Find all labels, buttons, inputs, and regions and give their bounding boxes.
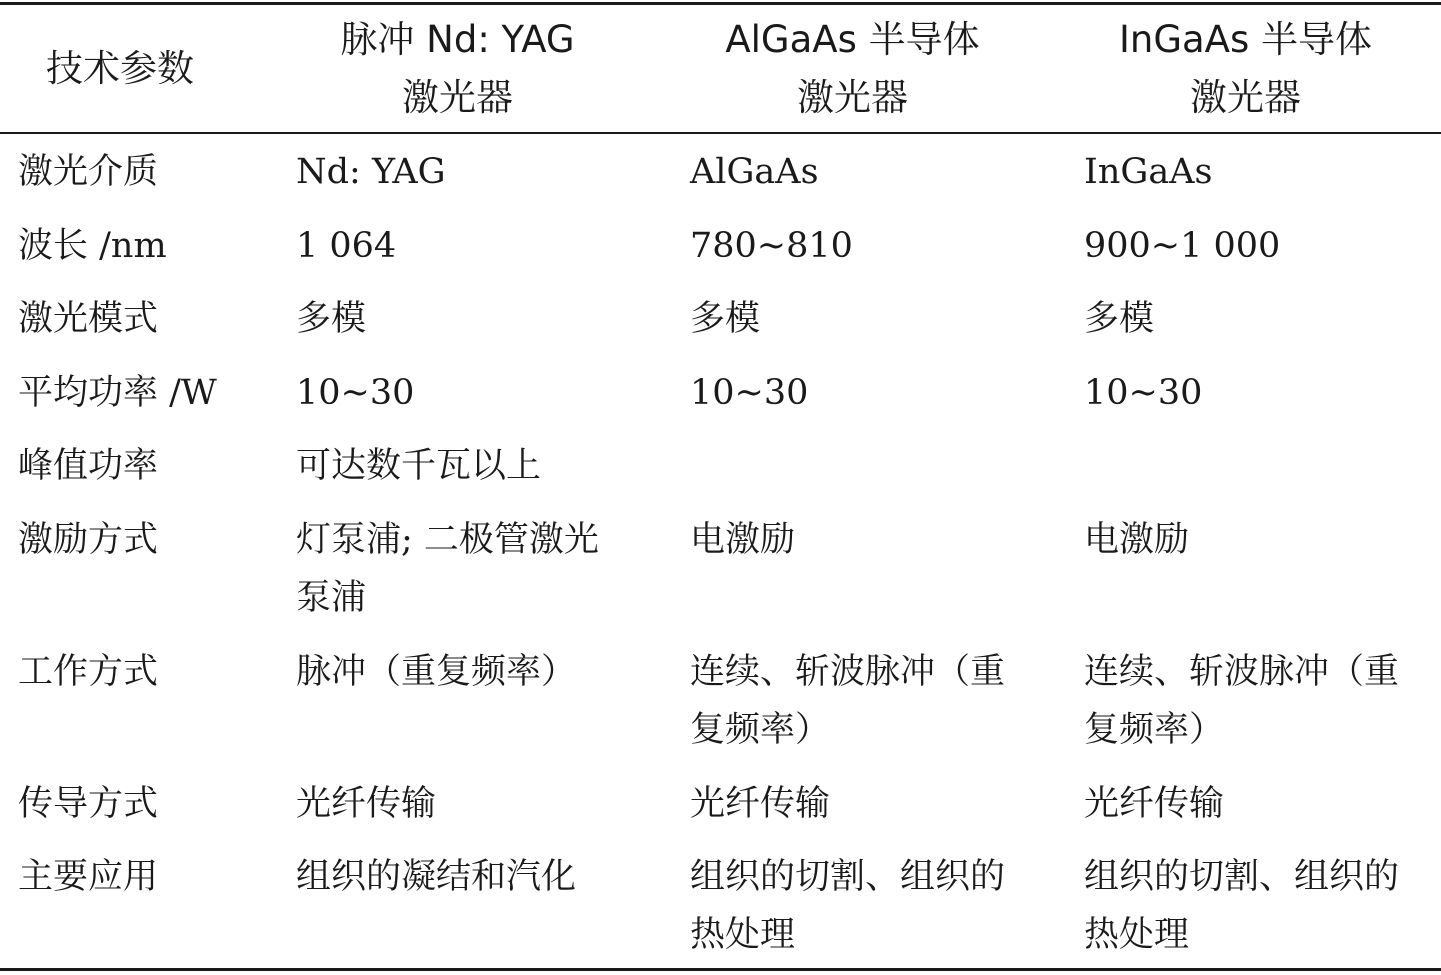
cell-algaas: 多模 <box>690 299 761 339</box>
header-ingaas-laser <box>1050 8 1441 130</box>
cell-nd-yag: 多模 <box>296 299 367 339</box>
cell-ingaas: 光纤传输 <box>1084 784 1225 824</box>
cell-algaas: 连续、斩波脉冲（重 复频率） <box>690 652 1006 750</box>
cell-nd-yag: 灯泵浦; 二极管激光 泵浦 <box>296 520 599 618</box>
cell-ingaas: 900~1 000 <box>1084 226 1281 266</box>
header-label-line1: AlGaAs 半导体 <box>725 18 980 61</box>
row-param-peak-power: 峰值功率 <box>18 446 159 486</box>
row-param-laser-mode: 激光模式 <box>18 299 159 339</box>
cell-algaas: AlGaAs <box>690 152 819 192</box>
cell-algaas: 780~810 <box>690 226 853 266</box>
cell-ingaas: 组织的切割、组织的 热处理 <box>1084 857 1400 955</box>
cell-algaas: 10~30 <box>690 373 809 413</box>
cell-algaas: 光纤传输 <box>690 784 831 824</box>
row-param-operation-mode: 工作方式 <box>18 652 159 692</box>
cell-nd-yag: 10~30 <box>296 373 415 413</box>
header-label-line2: 激光器 <box>402 76 513 119</box>
header-separator-rule <box>0 132 1441 134</box>
cell-nd-yag: 可达数千瓦以上 <box>296 446 542 486</box>
header-nd-yag-laser <box>260 8 655 130</box>
cell-ingaas: 电激励 <box>1084 520 1190 560</box>
row-param-excitation: 激励方式 <box>18 520 159 560</box>
header-label-line1: 脉冲 Nd: YAG <box>340 18 575 61</box>
header-label: 技术参数 <box>46 47 194 90</box>
row-param-wavelength: 波长 /nm <box>18 226 167 266</box>
row-param-average-power: 平均功率 /W <box>18 373 217 413</box>
table-bottom-rule <box>0 968 1441 971</box>
row-param-transmission: 传导方式 <box>18 784 159 824</box>
cell-ingaas: InGaAs <box>1084 152 1213 192</box>
header-technical-parameters <box>0 8 240 130</box>
row-param-main-application: 主要应用 <box>18 857 159 897</box>
cell-ingaas: 10~30 <box>1084 373 1203 413</box>
cell-nd-yag: Nd: YAG <box>296 152 446 192</box>
header-algaas-laser <box>655 8 1050 130</box>
cell-nd-yag: 光纤传输 <box>296 784 437 824</box>
header-label-line2: 激光器 <box>797 76 908 119</box>
cell-algaas: 组织的切割、组织的 热处理 <box>690 857 1006 955</box>
cell-nd-yag: 脉冲（重复频率） <box>296 652 577 692</box>
cell-ingaas: 连续、斩波脉冲（重 复频率） <box>1084 652 1400 750</box>
header-label-line1: InGaAs 半导体 <box>1118 18 1373 61</box>
cell-ingaas: 多模 <box>1084 299 1155 339</box>
row-param-laser-medium: 激光介质 <box>18 152 159 192</box>
table-top-rule <box>0 2 1441 5</box>
cell-nd-yag: 组织的凝结和汽化 <box>296 857 577 897</box>
cell-algaas: 电激励 <box>690 520 796 560</box>
header-label-line2: 激光器 <box>1190 76 1301 119</box>
cell-nd-yag: 1 064 <box>296 226 397 266</box>
